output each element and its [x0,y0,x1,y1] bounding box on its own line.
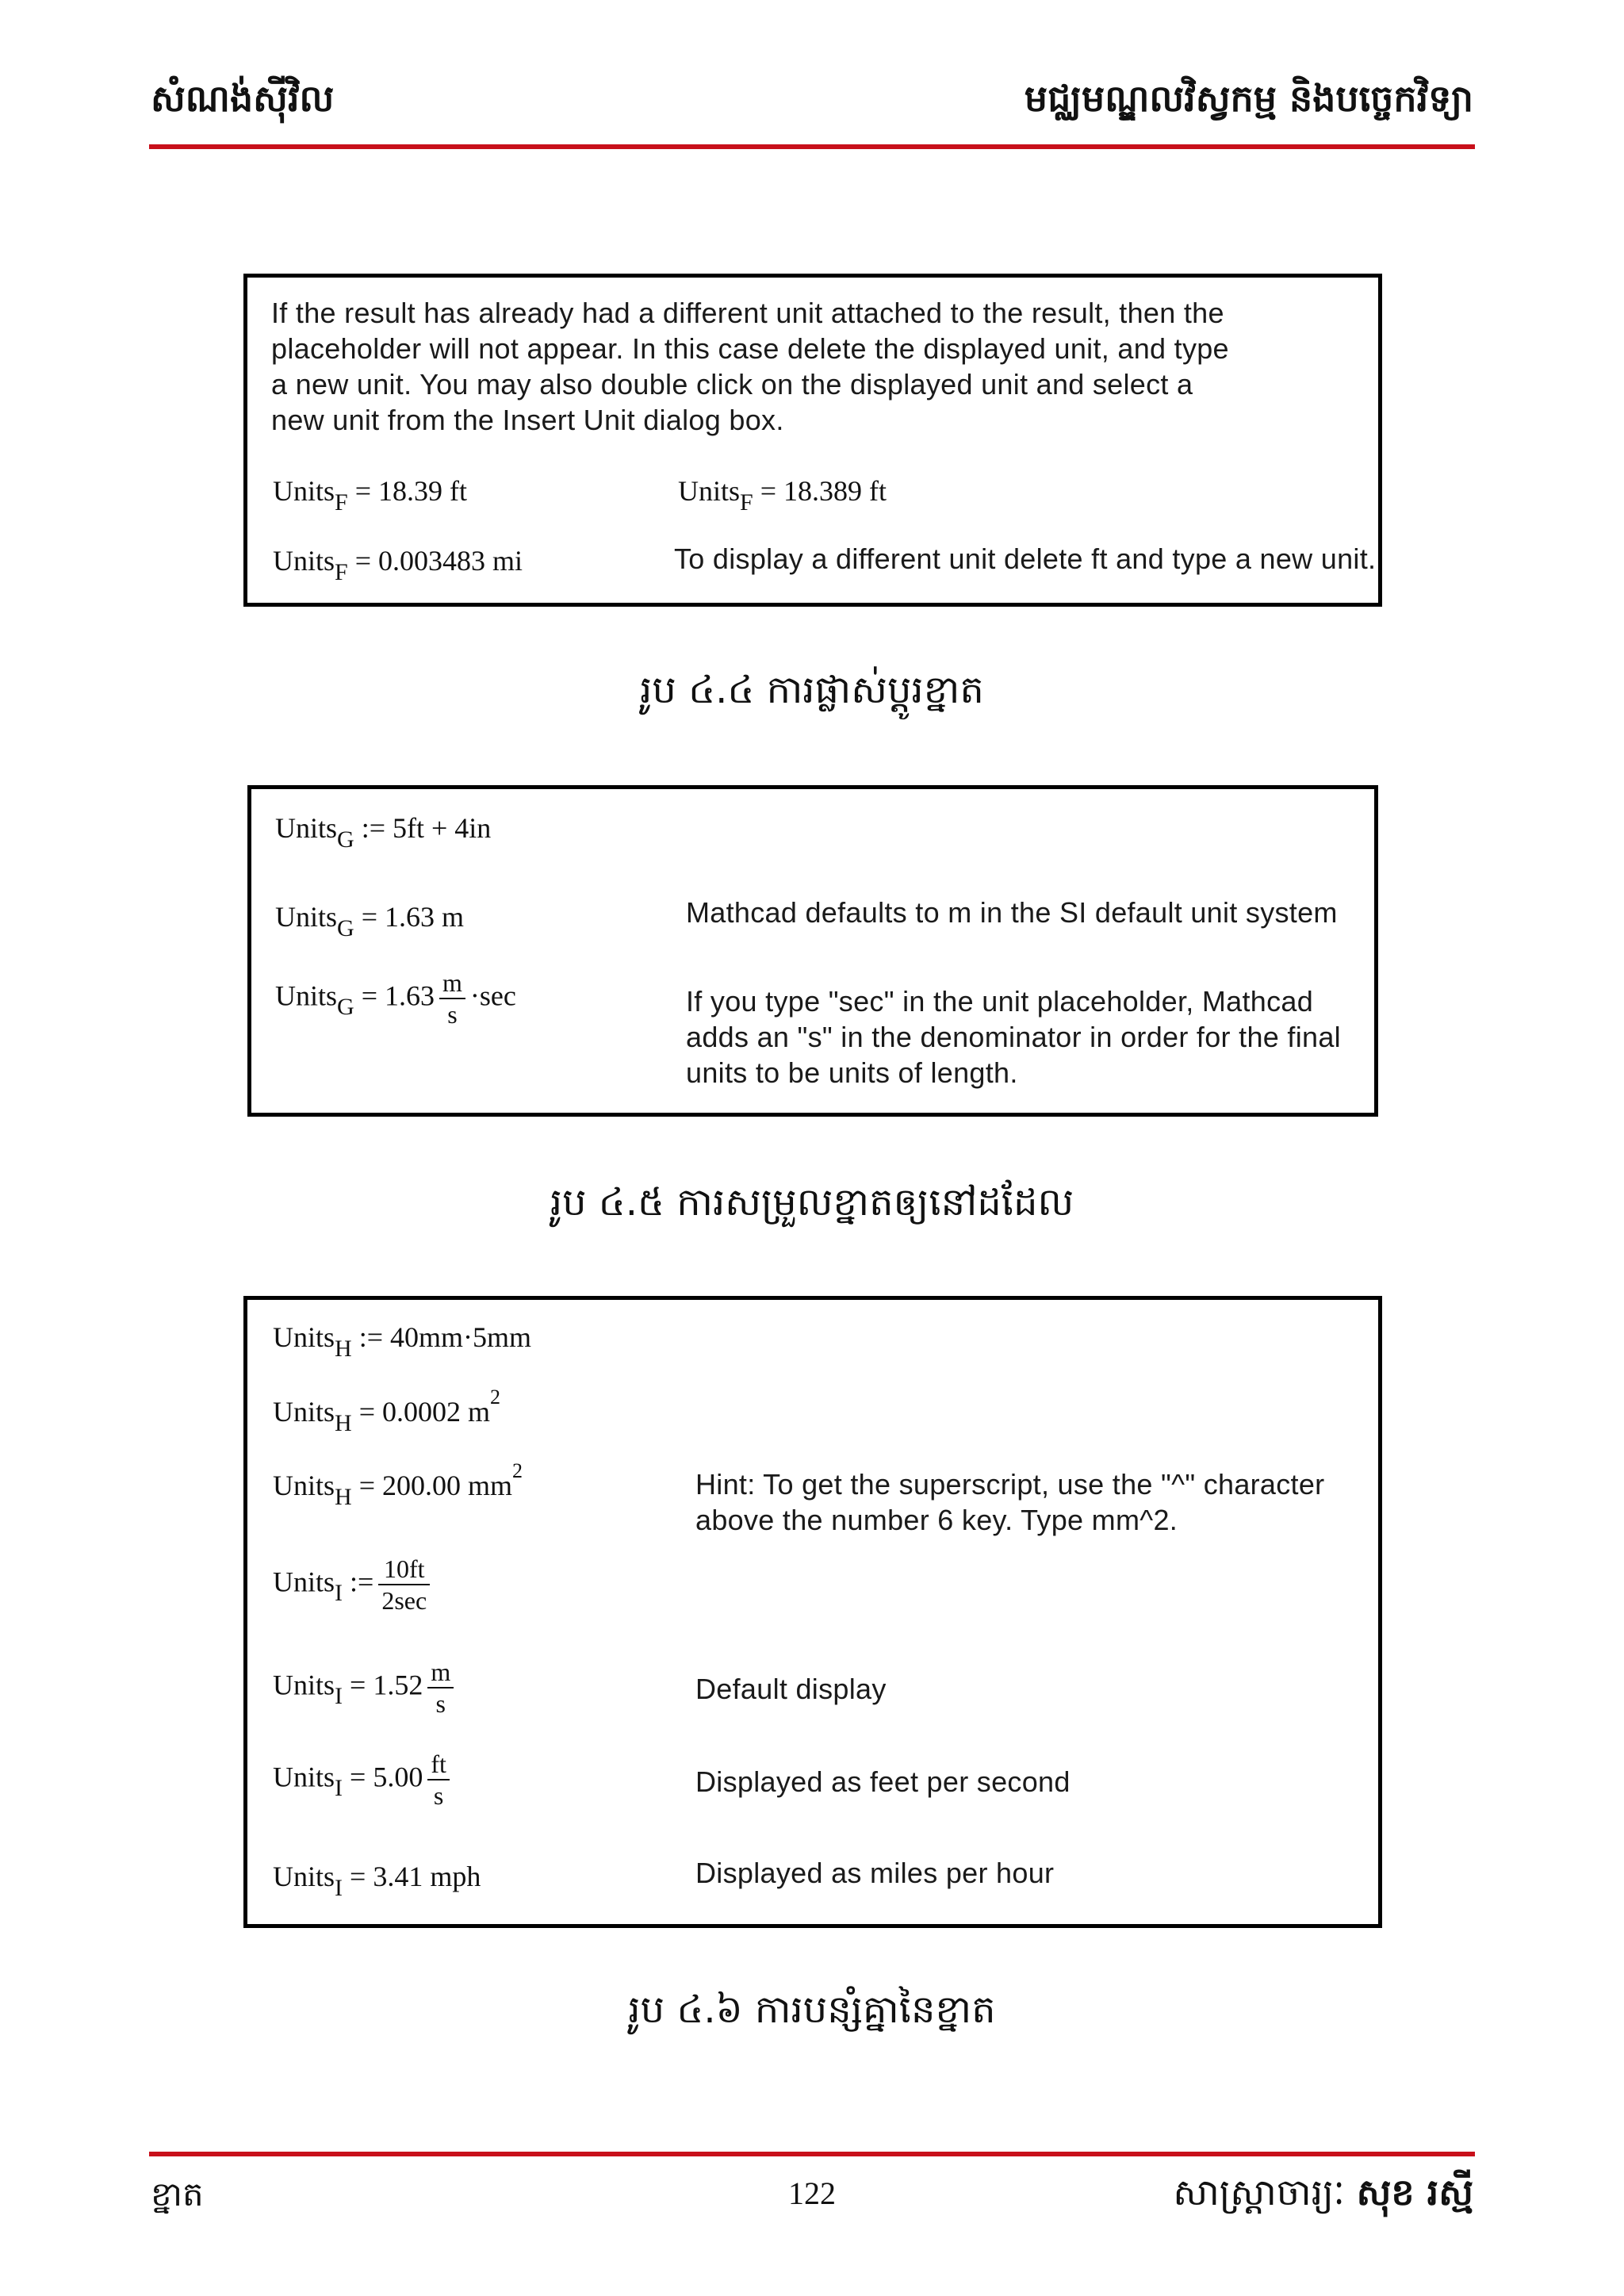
equation-units-f-2: Units$_F$ = 18.389 ft [678,475,887,516]
figure-4-6-comment-miles: Displayed as miles per hour [695,1857,1055,1889]
equation-units-i-3: Units$_I$ = 5.00 $\frac{ft}{s}$ [273,1749,454,1811]
equation-units-h-2: Units$_H$ = 0.0002 $m^2$ [273,1386,500,1436]
figure-4-5-comment-2: If you type "sec" in the unit placeholder, Mathcad adds an "s" in the denominator in order for the final units to be units of length. [686,985,1341,1089]
figure-4-5-caption: រូប ៤.៥ ការសម្រួលខ្នាតឲ្យនៅដដែល [550,1180,1074,1225]
figure-4-5-box [247,785,1378,1117]
page-number: 122 [788,2175,836,2211]
equation-units-i-1: Units$_I$ := $\frac{10ft}{2\sec}$ [273,1554,435,1616]
note-line: If the result has already had a different unit attached to the result, then the [271,297,1224,329]
footer-divider [149,2152,1475,2156]
equation-units-h-3: Units$_H$ = 200.00 $mm^2$ [273,1459,523,1510]
figure-4-6-hint: Hint: To get the superscript, use the "^" character above the number 6 key. Type mm^2. [695,1468,1325,1536]
footer-author [1173,2170,1473,2223]
footer-author-label: សាស្ត្រាចារ្យៈ [1173,2171,1345,2214]
figure-4-4-comment: To display a different unit delete ft and type a new unit. [674,542,1377,575]
note-line: placeholder will not appear. In this case delete the displayed unit, and type [271,332,1229,365]
note-line: a new unit. You may also double click on the displayed unit and select a [271,368,1193,401]
equation-units-i-4: Units$_I$ = 3.41 mph [273,1861,481,1901]
equation-units-g-2: Units$_G$ = 1.63 m [275,901,464,941]
equation-units-h-1: Units$_H$ := 40mm·5mm [273,1321,531,1362]
header-divider [149,144,1475,149]
footer-author-name: សុខ រស្មី [1356,2171,1473,2214]
equation-units-i-2: Units$_I$ = 1.52 $\frac{m}{s}$ [273,1657,458,1719]
note-line: new unit from the Insert Unit dialog box. [271,404,784,436]
equation-units-f-1: Units$_F$ = 18.39 ft [273,475,467,516]
footer-chapter: ខ្នាត [151,2175,204,2214]
figure-4-6-comment-default: Default display [695,1673,887,1705]
figure-4-6-box [243,1296,1382,1928]
equation-units-f-3: Units$_F$ = 0.003483 mi [273,545,523,585]
figure-4-6-caption: រូប ៤.៦ ការបន្សំគ្នានៃខ្នាត [628,1987,996,2032]
figure-4-4-note [271,295,1229,438]
equation-units-g-3: Units$_G$ = 1.63 $\frac{m}{s}$ ·sec [275,968,516,1029]
header-title-left: សំណង់ស៊ីវិល [151,77,335,120]
figure-4-5-comment-1: Mathcad defaults to m in the SI default unit system [686,896,1338,929]
figure-4-4-box [243,274,1382,607]
figure-4-6-comment-feet: Displayed as feet per second [695,1765,1071,1798]
equation-units-g-1: Units$_G$ := 5ft + 4in [275,812,492,853]
figure-4-4-caption: រូប ៤.៤ ការផ្លាស់ប្តូរខ្នាត [640,668,984,712]
header-title-right: មជ្ឈមណ្ឌលវិស្វកម្ម និងបច្ចេកវិទ្យា [1024,77,1473,120]
